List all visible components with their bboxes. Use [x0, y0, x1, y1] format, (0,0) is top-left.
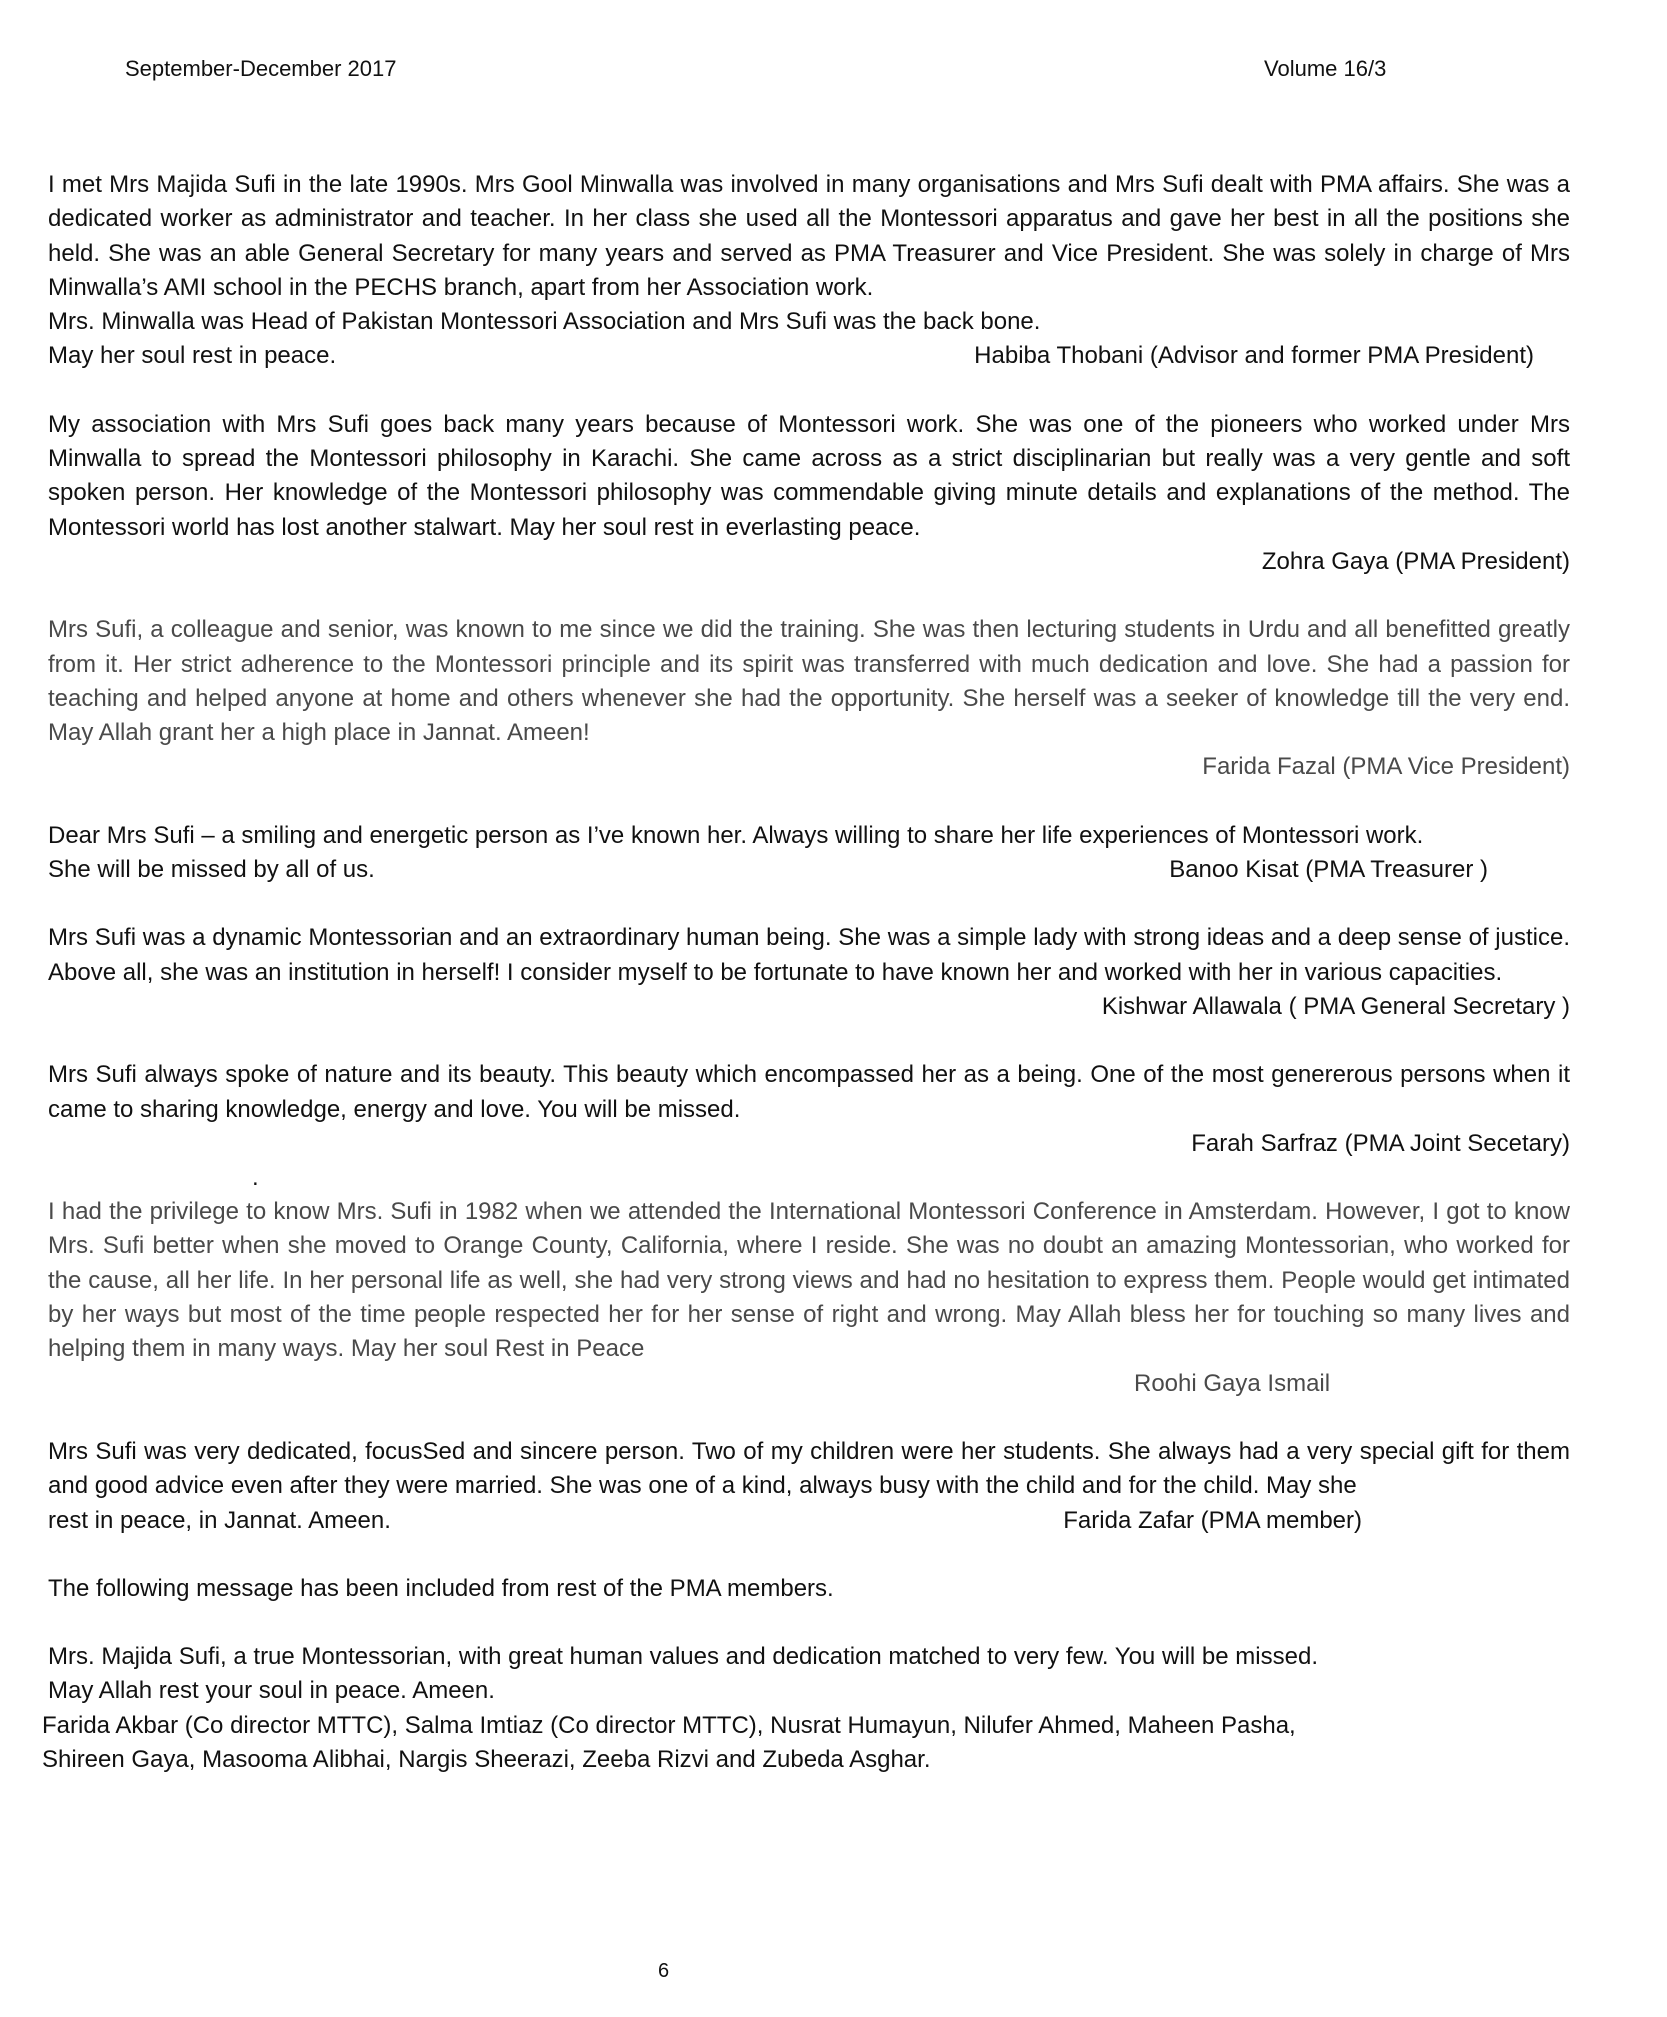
tribute-closing-line	[48, 1504, 1570, 1538]
stray-dot: .	[252, 1164, 259, 1192]
tribute-signature: Farida Fazal (PMA Vice President)	[1202, 753, 1570, 781]
tribute-roohi-gaya-ismail	[48, 1195, 1570, 1401]
tribute-farida-zafar	[48, 1435, 1570, 1538]
tribute-farah-sarfraz	[48, 1058, 1570, 1161]
tribute-signature: Habiba Thobani (Advisor and former PMA President)	[974, 342, 1534, 370]
tribute-signature: Farah Sarfraz (PMA Joint Secetary)	[1191, 1129, 1570, 1157]
members-names-line1: Farida Akbar (Co director MTTC), Salma Imtiaz (Co director MTTC), Nusrat Humayun, Nilufer Ahmed, Maheen Pasha,	[42, 1711, 1296, 1739]
tribute-signature: Farida Zafar (PMA member)	[1063, 1506, 1362, 1534]
tribute-closing-text: rest in peace, in Jannat. Ameen.	[48, 1506, 391, 1534]
tribute-farida-fazal	[48, 613, 1570, 784]
members-intro: The following message has been included from rest of the PMA members.	[48, 1574, 834, 1602]
tribute-kishwar-allawala	[48, 921, 1570, 1024]
tribute-habiba-thobani	[48, 168, 1570, 374]
tribute-signature: Roohi Gaya Ismail	[1134, 1369, 1331, 1397]
tribute-text: Mrs Sufi, a colleague and senior, was known to me since we did the training. She was then lecturing students in Urdu and all benefitted greatly from it. Her strict adherence to the Montessori principle and its spirit was transferred with much dedication and love. She had a passion for teaching and helped anyone at home and others whenever she had the opportunity. She herself was a seeker of knowledge till the very end. May Allah grant her a high place in Jannat. Ameen!	[48, 616, 1570, 747]
volume-number: Volume 16/3	[1264, 56, 1387, 81]
tribute-signature: Zohra Gaya (PMA President)	[1261, 547, 1570, 575]
tribute-closing-text: May her soul rest in peace.	[48, 342, 337, 370]
tribute-closing-text: She will be missed by all of us.	[48, 856, 375, 884]
tribute-text: Dear Mrs Sufi – a smiling and energetic person as I’ve known her. Always willing to share her life experiences of Montessori work.	[48, 821, 1424, 849]
tribute-zohra-gaya	[48, 408, 1570, 579]
tribute-closing-line	[48, 339, 1570, 373]
members-names-line2: Shireen Gaya, Masooma Alibhai, Nargis Sheerazi, Zeeba Rizvi and Zubeda Asghar.	[42, 1745, 931, 1773]
members-message: Mrs. Majida Sufi, a true Montessorian, with great human values and dedication matched to very few. You will be missed. May Allah rest your soul in peace. Ameen.	[48, 1643, 1318, 1705]
tribute-signature: Banoo Kisat (PMA Treasurer )	[1169, 856, 1488, 884]
tribute-text: I had the privilege to know Mrs. Sufi in 1982 when we attended the International Montessori Conference in Amsterdam. However, I got to know Mrs. Sufi better when she moved to Orange County, California, where I reside. She was no doubt an amazing Montessorian, who worked for the cause, all her life. In her personal life as well, she had very strong views and had no hesitation to express them. People would get intimated by her ways but most of the time people respected her for her sense of right and wrong. May Allah bless her for touching so many lives and helping them in many ways. May her soul Rest in Peace	[48, 1198, 1570, 1363]
tribute-text: Mrs Sufi was a dynamic Montessorian and an extraordinary human being. She was a simple lady with strong ideas and a deep sense of justice. Above all, she was an institution in herself! I consider myself to be fortunate to have known her and worked with her in various capacities.	[48, 924, 1570, 986]
tribute-signature: Kishwar Allawala ( PMA General Secretary )	[1101, 992, 1570, 1020]
tribute-closing-line	[48, 853, 1570, 887]
tribute-text: Mrs Sufi was very dedicated, focusSed and sincere person. Two of my children were her students. She always had a very special gift for them and good advice even after they were married. She was one of a kind, always busy with the child and for the child. May she	[48, 1437, 1570, 1500]
tribute-text: I met Mrs Majida Sufi in the late 1990s. Mrs Gool Minwalla was involved in many organisations and Mrs Sufi dealt with PMA affairs. She was a dedicated worker as administrator and teacher. In her class she used all the Montessori apparatus and gave her best in all the positions she held. She was an able General Secretary for many years and served as PMA Treasurer and Vice President. She was solely in charge of Mrs Minwalla’s AMI school in the PECHS branch, apart from her Association work.	[48, 171, 1570, 301]
tribute-banoo-kisat	[48, 819, 1570, 888]
tribute-text: My association with Mrs Sufi goes back many years because of Montessori work. She was one of the pioneers who worked under Mrs Minwalla to spread the Montessori philosophy in Karachi. She came across as a strict disciplinarian but really was a very gentle and soft spoken person. Her knowledge of the Montessori philosophy was commendable giving minute details and explanations of the method. The Montessori world has lost another stalwart. May her soul rest in everlasting peace.	[48, 410, 1570, 541]
tributes-body	[42, 168, 1570, 1777]
page-number: 6	[658, 1960, 670, 1982]
tribute-text: Mrs Sufi always spoke of nature and its beauty. This beauty which encompassed her as a being. One of the most genererous persons when it came to sharing knowledge, energy and love. You will be missed.	[48, 1061, 1570, 1123]
tribute-text-line: Mrs. Minwalla was Head of Pakistan Montessori Association and Mrs Sufi was the back bone.	[48, 308, 1041, 336]
issue-date: September-December 2017	[125, 56, 397, 81]
